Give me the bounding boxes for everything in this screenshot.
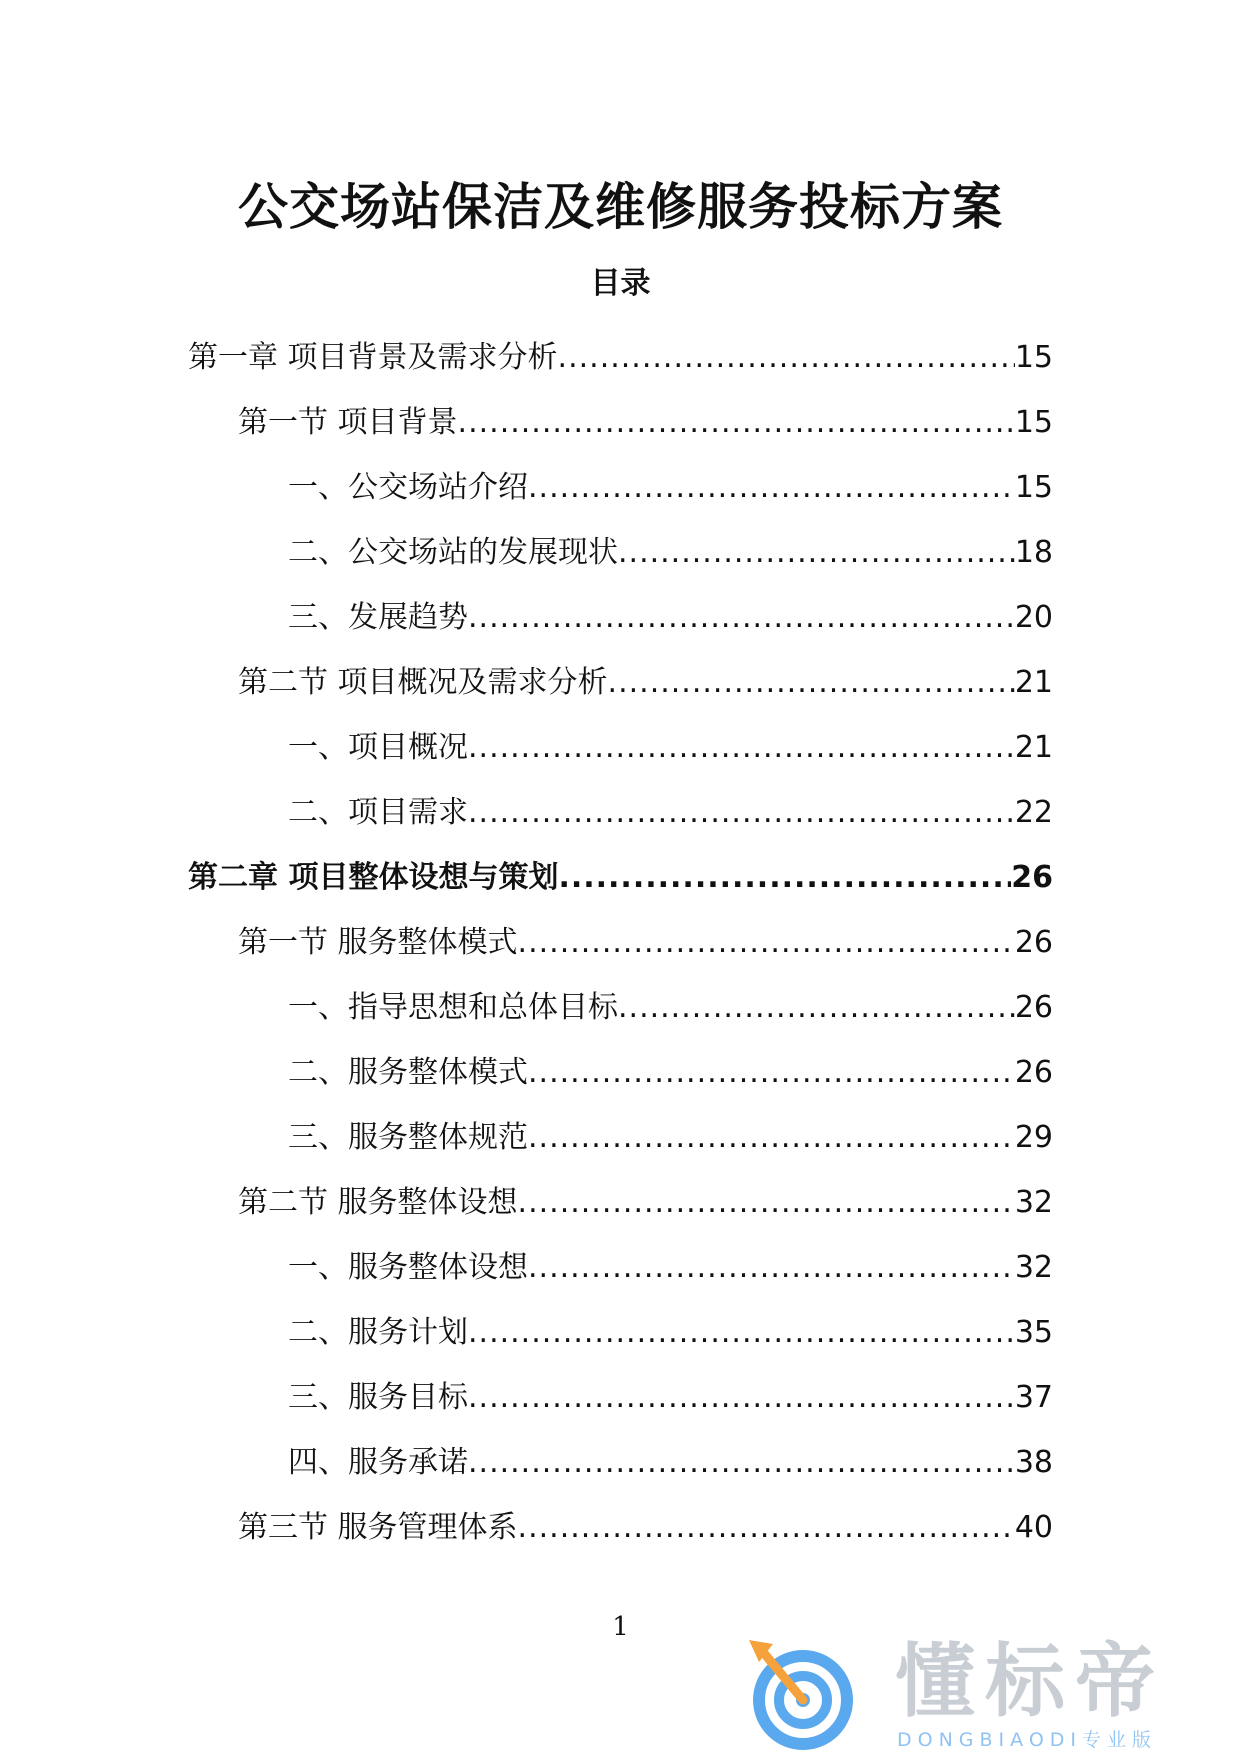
toc-entry-page: 35	[1014, 1314, 1053, 1350]
toc-entry-page: 26	[1014, 1054, 1053, 1090]
toc-entry-title: 第二节 项目概况及需求分析	[238, 664, 608, 700]
toc-entry-title: 一、服务整体设想	[288, 1249, 528, 1285]
toc-entry-page: 40	[1014, 1509, 1053, 1545]
toc-entry-page: 26	[1011, 859, 1053, 895]
page-number: 1	[612, 1612, 629, 1642]
toc-dot-leader	[528, 468, 1015, 508]
toc-entry-title: 二、服务计划	[288, 1314, 468, 1350]
toc-dot-leader	[468, 1443, 1015, 1483]
toc-entry-page: 26	[1014, 989, 1053, 1025]
watermark-subtitle: DONGBIAODI专业版	[897, 1729, 1158, 1751]
toc-dot-leader	[618, 533, 1015, 573]
toc-entry-page: 21	[1014, 664, 1053, 700]
toc-entry-page: 18	[1014, 534, 1053, 570]
toc-entry-page: 32	[1014, 1184, 1053, 1220]
toc-entry-page: 26	[1014, 924, 1053, 960]
toc-dot-leader	[528, 1053, 1015, 1093]
toc-dot-leader	[518, 923, 1015, 963]
document-title: 公交场站保洁及维修服务投标方案	[238, 178, 1003, 236]
toc-entry-page: 37	[1014, 1379, 1053, 1415]
toc-entry-title: 一、指导思想和总体目标	[288, 989, 618, 1025]
toc-entry-title: 二、项目需求	[288, 794, 468, 830]
toc-dot-leader	[468, 1378, 1015, 1418]
toc-entry[interactable]	[0, 975, 1241, 1040]
toc-dot-leader	[468, 1313, 1015, 1353]
toc-entry-title: 第二章 项目整体设想与策划	[188, 859, 559, 895]
toc-dot-leader	[468, 728, 1015, 768]
toc-entry-title: 三、服务整体规范	[288, 1119, 528, 1155]
toc-entry-page: 20	[1014, 599, 1053, 635]
toc-entry-page: 15	[1014, 339, 1053, 375]
toc-entry[interactable]	[0, 1235, 1241, 1300]
toc-entry[interactable]	[0, 455, 1241, 520]
toc-entry-title: 第一节 服务整体模式	[238, 924, 518, 960]
toc-dot-leader	[518, 1183, 1015, 1223]
toc-entry[interactable]	[0, 845, 1241, 910]
toc-entry-title: 第一节 项目背景	[238, 404, 458, 440]
toc-entry[interactable]	[0, 1040, 1241, 1105]
toc-entry[interactable]	[0, 390, 1241, 455]
toc-dot-leader	[558, 858, 1011, 898]
toc-entry[interactable]	[0, 715, 1241, 780]
toc-heading: 目录	[590, 266, 651, 301]
toc-dot-leader	[468, 598, 1015, 638]
toc-entry-title: 二、公交场站的发展现状	[288, 534, 618, 570]
toc-entry-title: 一、项目概况	[288, 729, 468, 765]
toc-entry[interactable]	[0, 1365, 1241, 1430]
toc-entry-title: 一、公交场站介绍	[288, 469, 528, 505]
toc-entry-page: 21	[1014, 729, 1053, 765]
toc-entry[interactable]	[0, 1430, 1241, 1495]
toc-entry[interactable]	[0, 585, 1241, 650]
watermark	[745, 1632, 1225, 1754]
toc-entry-title: 三、发展趋势	[288, 599, 468, 635]
toc-entry[interactable]	[0, 1105, 1241, 1170]
toc-dot-leader	[518, 1508, 1015, 1548]
toc-entry[interactable]	[0, 780, 1241, 845]
toc-entry[interactable]	[0, 650, 1241, 715]
toc-entry[interactable]	[0, 325, 1241, 390]
target-arrow-icon	[745, 1632, 865, 1754]
toc-entry[interactable]	[0, 520, 1241, 585]
toc-entry-page: 15	[1014, 469, 1053, 505]
toc-dot-leader	[558, 338, 1015, 378]
toc-dot-leader	[618, 988, 1015, 1028]
toc-dot-leader	[468, 793, 1015, 833]
toc-entry[interactable]	[0, 1170, 1241, 1235]
toc-dot-leader	[528, 1248, 1015, 1288]
toc-entry-page: 32	[1014, 1249, 1053, 1285]
toc-entry-title: 二、服务整体模式	[288, 1054, 528, 1090]
table-of-contents	[0, 325, 1241, 1560]
watermark-brand-name: 懂标帝	[895, 1635, 1165, 1728]
toc-dot-leader	[608, 663, 1015, 703]
toc-entry-page: 38	[1014, 1444, 1053, 1480]
toc-entry-page: 22	[1014, 794, 1053, 830]
toc-entry-title: 第三节 服务管理体系	[238, 1509, 518, 1545]
toc-dot-leader	[528, 1118, 1015, 1158]
toc-entry-page: 15	[1014, 404, 1053, 440]
toc-entry[interactable]	[0, 910, 1241, 975]
toc-entry-page: 29	[1014, 1119, 1053, 1155]
toc-entry[interactable]	[0, 1495, 1241, 1560]
toc-entry-title: 四、服务承诺	[288, 1444, 468, 1480]
toc-entry-title: 第一章 项目背景及需求分析	[188, 339, 558, 375]
toc-entry-title: 第二节 服务整体设想	[238, 1184, 518, 1220]
toc-entry-title: 三、服务目标	[288, 1379, 468, 1415]
toc-entry[interactable]	[0, 1300, 1241, 1365]
toc-dot-leader	[458, 403, 1015, 443]
